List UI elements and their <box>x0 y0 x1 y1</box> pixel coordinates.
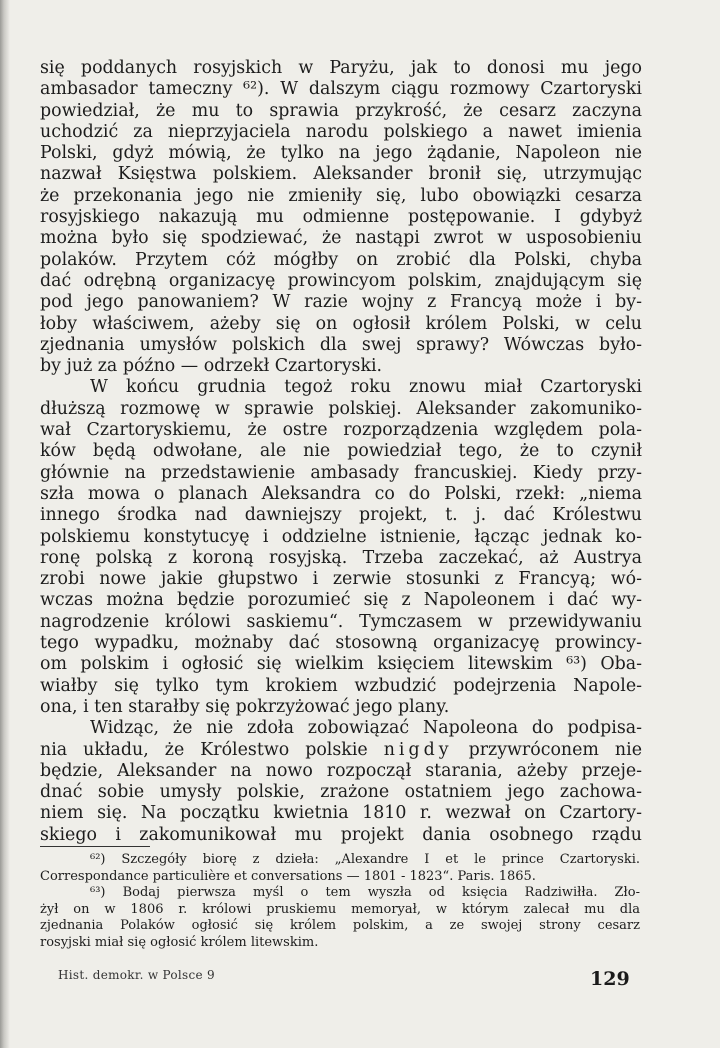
text-line: pod jego panowaniem? W razie wojny z Francyą może i by- <box>40 292 642 313</box>
text-line: wczas można będzie porozumieć się z Napoleonem i dać wy- <box>40 590 642 611</box>
text-line: ków będą odwołane, ale nie powiedział tego, że to czynił <box>40 441 642 462</box>
text-line: om polskim i ogłosić się wielkim księciem litewskim ⁶³) Oba- <box>40 654 642 675</box>
text-segment: przywróconem nie <box>468 739 642 760</box>
footnote-line: ⁶³) Bodaj pierwsza myśl o tem wyszła od księcia Radziwiłła. Zło- <box>90 885 640 900</box>
text-line: polaków. Przytem cóż mógłby on zrobić dla Polski, chyba <box>40 249 642 270</box>
text-line: ronę polską z koroną rosyjską. Trzeba zaczekać, aż Austrya <box>40 547 642 568</box>
text-line: zjednania umysłów polskich dla swej sprawy? Wówczas było- <box>40 334 642 355</box>
footnote-line: zjednania Polaków ogłosić się królem polskim, a ze swojej strony cesarz <box>40 918 640 933</box>
text-line: Polski, gdyż mówią, że tylko na jego żądanie, Napoleon nie <box>40 143 642 164</box>
text-line: zrobi nowe jakie głupstwo i zerwie stosunki z Francyą; wó- <box>40 569 642 590</box>
text-line: dać odrębną organizacyę prowincyom polskim, znajdującym się <box>40 270 642 291</box>
text-line: niem się. Na początku kwietnia 1810 r. wezwał on Czartory- <box>40 803 642 824</box>
text-line: ambasador tameczny ⁶²). W dalszym ciągu rozmowy Czartoryski <box>40 79 642 100</box>
text-line: wiałby się tylko tym krokiem wzbudzić podejrzenia Napole- <box>40 675 642 696</box>
text-line: będzie, Aleksander na nowo rozpoczął starania, ażeby przeje- <box>40 760 642 781</box>
text-line: tego wypadku, możnaby dać stosowną organizacyę prowincy- <box>40 633 642 654</box>
paragraph-start-line: Widząc, że nie zdoła zobowiązać Napoleona do podpisa- <box>90 718 642 739</box>
footnote-line: rosyjski miał się ogłosić królem litewskim. <box>40 934 319 950</box>
footnotes <box>40 852 640 951</box>
text-line: szła mowa o planach Aleksandra co do Polski, rzekł: „niema <box>40 483 642 504</box>
paragraph-start-line: W końcu grudnia tegoż roku znowu miał Czartoryski <box>90 377 642 398</box>
text-line: by już za późno — odrzekł Czartoryski. <box>40 356 383 377</box>
text-line-with-emphasis <box>40 740 642 761</box>
text-line: się poddanych rosyjskich w Paryżu, jak to donosi mu jego <box>40 58 642 78</box>
text-line: skiego i zakomunikował mu projekt dania osobnego rządu <box>40 824 642 845</box>
text-line: nagrodzenie królowi saskiemu“. Tymczasem w przewidywaniu <box>40 611 642 632</box>
text-line: dnać sobie umysły polskie, zrażone ostatniem jego zachowa- <box>40 782 642 803</box>
text-line: ona, i ten starałby się pokrzyżować jego plany. <box>40 696 450 717</box>
text-line: nazwał Księstwa polskiem. Aleksander bronił się, utrzymując <box>40 164 642 185</box>
footnote-divider <box>40 846 150 847</box>
text-line: uchodzić za nieprzyjaciela narodu polskiego a nawet imienia <box>40 121 642 142</box>
printer-signature: Hist. demokr. w Polsce 9 <box>58 968 215 982</box>
text-segment: nia układu, że Królestwo polskie <box>40 739 368 760</box>
text-line: polskiemu konstytucyę i oddzielne istnienie, łącząc jednak ko- <box>40 526 642 547</box>
text-line: powiedział, że mu to sprawia przykrość, że cesarz zaczyna <box>40 100 642 121</box>
text-line: wał Czartoryskiemu, że ostre rozporządzenia względem pola- <box>40 420 642 441</box>
page-number: 129 <box>590 968 630 990</box>
text-line: innego środka nad dawniejszy projekt, t. j. dać Królestwu <box>40 505 642 526</box>
text-line: łoby właściwem, ażeby się on ogłosił królem Polski, w celu <box>40 313 642 334</box>
text-line: można było się spodziewać, że nastąpi zwrot w usposobieniu <box>40 228 642 249</box>
text-line: dłuższą rozmowę w sprawie polskiej. Aleksander zakomuniko- <box>40 398 642 419</box>
text-line: że przekonania jego nie zmieniły się, lubo obowiązki cesarza <box>40 185 642 206</box>
text-line: rosyjskiego nakazują mu odmienne postępowanie. I gdybyż <box>40 207 642 228</box>
main-text <box>40 58 642 846</box>
emphasized-word: nigdy <box>383 739 453 760</box>
text-line: głównie na przedstawienie ambasady francuskiej. Kiedy przy- <box>40 462 642 483</box>
footnote-line: Correspondance particulière et conversations — 1801 - 1823“. Paris. 1865. <box>40 868 536 884</box>
footnote-line: ⁶²) Szczegóły biorę z dzieła: „Alexandre I et le prince Czartoryski. <box>90 852 640 867</box>
footnote-line: żył on w 1806 r. królowi pruskiemu memoryał, w którym zalecał mu dla <box>40 901 640 917</box>
page-edge-shadow <box>0 0 10 1048</box>
